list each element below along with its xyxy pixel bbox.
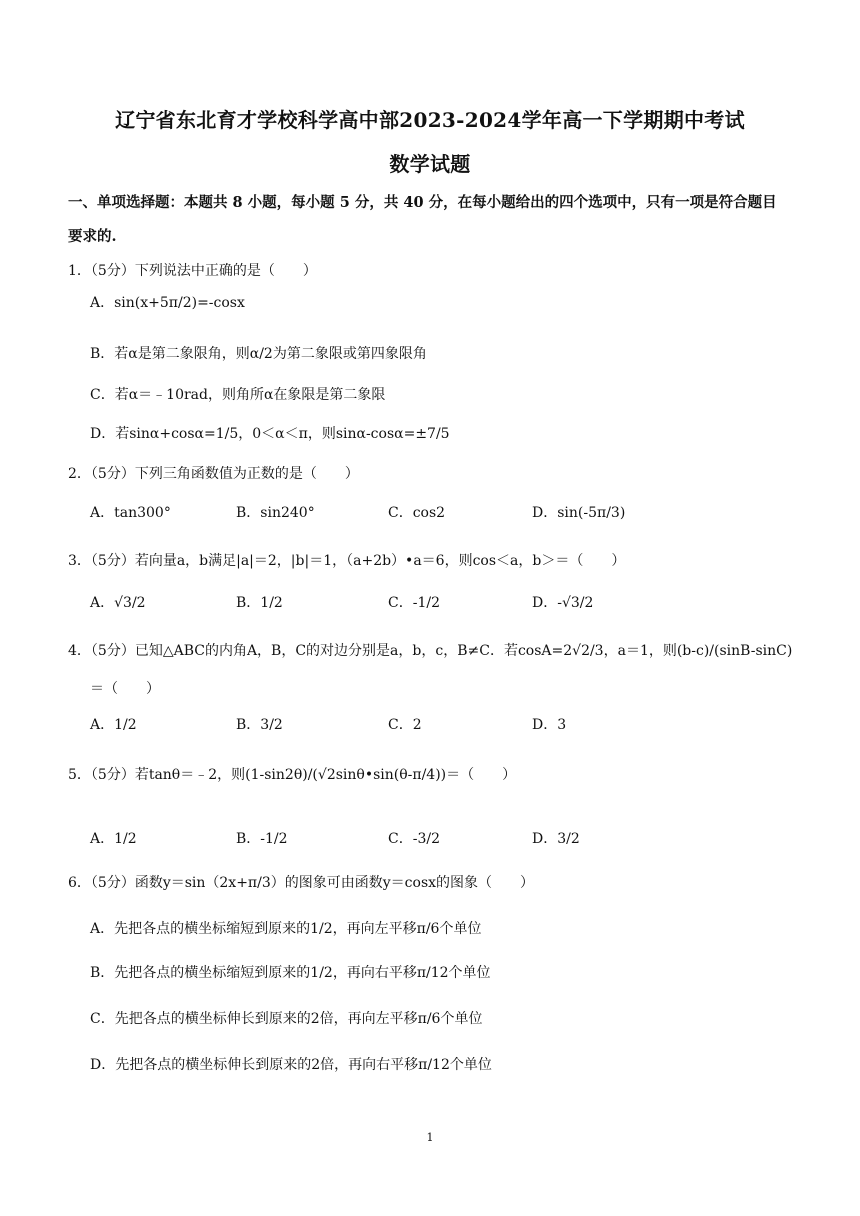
question-1-option-c: C．若α＝﹣10rad，则角所α在象限是第二象限: [90, 387, 386, 403]
question-3-option-a: A．√3/2: [90, 595, 146, 611]
question-5-option-b: B．-1/2: [236, 831, 288, 847]
question-5-option-c: C．-3/2: [388, 831, 440, 847]
question-2-option-b: B．sin240°: [236, 505, 315, 521]
question-6-stem: 6．（5分）函数y＝sin（2x+π/3）的图象可由函数y＝cosx的图象（ ）: [68, 875, 535, 891]
question-4-option-d: D．3: [532, 717, 567, 733]
question-2-option-d: D．sin(-5π/3): [532, 505, 626, 521]
question-5-option-d: D．3/2: [532, 831, 580, 847]
question-3-option-c: C．-1/2: [388, 595, 440, 611]
question-6-option-b: B．先把各点的横坐标缩短到原来的1/2，再向右平移π/12个单位: [90, 965, 491, 981]
question-6-option-d: D．先把各点的横坐标伸长到原来的2倍，再向右平移π/12个单位: [90, 1057, 492, 1073]
section-heading-line2: 要求的.: [68, 228, 117, 245]
question-2-stem: 2．（5分）下列三角函数值为正数的是（ ）: [68, 466, 359, 482]
page-title: 辽宁省东北育才学校科学高中部2023-2024学年高一下学期期中考试: [115, 108, 745, 132]
section-heading-line1: 一、单项选择题：本题共 8 小题，每小题 5 分，共 40 分，在每小题给出的四个选项中，只有一项是符合题目: [68, 194, 777, 211]
page-number: 1: [426, 1131, 434, 1144]
question-4-option-b: B．3/2: [236, 717, 283, 733]
question-3-option-b: B．1/2: [236, 595, 283, 611]
question-1-option-a: A．sin(x+5π/2)=-cosx: [90, 295, 245, 311]
section-heading: [68, 186, 798, 254]
question-2-option-c: C．cos2: [388, 505, 446, 521]
question-3-option-d: D．-√3/2: [532, 595, 594, 611]
page-subtitle: 数学试题: [389, 152, 471, 176]
question-2-option-a: A．tan300°: [90, 505, 171, 521]
question-5-stem: 5．（5分）若tanθ＝﹣2，则(1-sin2θ)/(√2sinθ•sin(θ-π/4))＝（ ）: [68, 767, 517, 783]
question-6-option-a: A．先把各点的横坐标缩短到原来的1/2，再向左平移π/6个单位: [90, 921, 482, 937]
question-5-option-a: A．1/2: [90, 831, 137, 847]
question-1-stem: 1．（5分）下列说法中正确的是（ ）: [68, 263, 317, 279]
question-4-stem: 4．（5分）已知△ABC的内角A，B，C的对边分别是a，b，c，B≠C．若cosA=2√2/3，a＝1，则(b-c)/(sinB-sinC): [68, 643, 793, 659]
question-4-option-c: C．2: [388, 717, 422, 733]
question-4-option-a: A．1/2: [90, 717, 137, 733]
question-6-option-c: C．先把各点的横坐标伸长到原来的2倍，再向左平移π/6个单位: [90, 1011, 483, 1027]
question-3-stem: 3．（5分）若向量a，b满足|a|＝2，|b|＝1，（a+2b）•a＝6，则cos＜a，b＞＝（ ）: [68, 553, 626, 569]
question-1-option-b: B．若α是第二象限角，则α/2为第二象限或第四象限角: [90, 346, 427, 362]
question-4-stem-continuation: ＝（ ）: [90, 681, 160, 697]
question-1-option-d: D．若sinα+cosα=1/5，0＜α＜π，则sinα-cosα=±7/5: [90, 426, 450, 442]
